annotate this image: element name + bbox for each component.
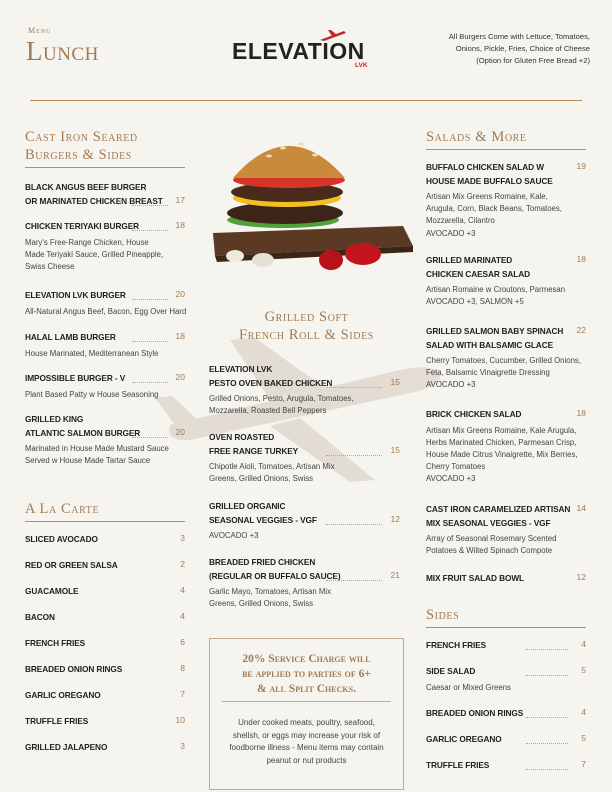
burger-illustration [203,128,415,278]
sides-section-title: Sides [426,607,460,623]
item-description: Potatoes & Wilted Spinach Compote [426,546,553,556]
item-name: MIX FRUIT SALAD BOWL [426,573,525,583]
burgers-item [25,372,190,401]
price-leader-dots [132,437,168,438]
price-leader-dots [326,524,382,525]
item-description: Cherry Tomatoes, Cucumber, Grilled Onions, [426,356,581,365]
alacarte-item [25,637,165,651]
logo-wordmark: ELEVATION [232,38,365,64]
french-item [209,363,384,417]
item-description: Array of Seasonal Rosemary Scented [426,534,557,543]
item-description: AVOCADO +3 [426,380,476,390]
item-description: AVOCADO +3 [426,474,476,484]
item-description: Cherry Tomatoes [426,462,486,472]
item-price: 5 [581,665,586,675]
sides-item [426,733,586,747]
item-name: SIDE SALAD [426,666,476,676]
logo-lvk: LVK [355,62,368,69]
sides-item [426,707,586,721]
item-description: Caesar or Mixed Greens [426,682,511,692]
item-price: 4 [581,707,586,717]
food-disclaimer: Under cooked meats, poultry, seafood, shellsh, or eggs may increase your risk of foodborne illness - Menu items may contain peanut or nut products [229,718,384,765]
item-name: (REGULAR OR BUFFALO SAUCE) [209,570,341,581]
burgers-section-title: Cast Iron Seared Burgers & Sides [25,129,138,163]
item-description: Greens, Grilled Onions, Swiss [209,599,313,609]
item-description: Feta, Balsamic Vinaigrette Dressing [426,368,550,378]
item-price: 6 [180,637,185,647]
item-description: Mary's Free-Range Chicken, House [25,237,149,247]
item-description: Greens, Grilled Onions, Swiss [209,474,313,484]
burgers-item [25,331,190,360]
item-price: 21 [390,569,400,580]
item-price: 20 [175,289,185,299]
item-name: OVEN ROASTED [209,432,275,442]
item-price: 18 [576,408,586,418]
service-notice-box [209,638,404,790]
alacarte-item [25,611,165,625]
item-name: GRILLED MARINATED [426,255,513,265]
item-name: MIX SEASONAL VEGGIES - VGF [426,517,551,528]
alacarte-item [25,585,165,599]
item-description: AVOCADO +3 [426,228,476,238]
item-name: SLICED AVOCADO [25,534,98,544]
item-name: BREADED FRIED CHICKEN [209,557,316,567]
alacarte-item [25,715,165,729]
item-price: 12 [390,513,400,524]
item-name: PESTO OVEN BAKED CHICKEN [209,377,333,388]
salads-title-rule [426,149,586,150]
notice-divider [222,701,391,702]
item-name: FRENCH FRIES [426,640,487,650]
item-name: BREADED ONION RINGS [426,708,524,718]
item-name: GARLIC OREGANO [25,690,101,700]
salads-item [426,325,586,392]
sides-title-rule [426,627,586,628]
item-price: 7 [581,759,586,769]
item-price: 3 [180,741,185,751]
salads-section-title: Salads & More [426,129,527,145]
price-leader-dots [132,382,168,383]
salads-item [426,572,586,586]
alacarte-item [25,559,165,573]
price-leader-dots [526,675,568,676]
item-description: AVOCADO +3, SALMON +5 [426,297,524,307]
item-description: House Marinated, Mediterranean Style [25,348,159,358]
item-name: GUACAMOLE [25,586,79,596]
alacarte-title-rule [25,521,185,522]
item-name: FRENCH FRIES [25,638,86,648]
item-price: 15 [390,444,400,455]
item-price: 5 [581,733,586,743]
item-price: 4 [180,585,185,595]
sides-item [426,759,586,773]
item-price: 4 [180,611,185,621]
item-name: TRUFFLE FRIES [426,760,490,770]
item-name: BACON [25,612,55,622]
item-name: OR MARINATED CHICKEN BREAST [25,195,163,206]
item-price: 2 [180,559,185,569]
item-description: Made Teriyaki Sauce, Grilled Pineapple, [25,249,164,259]
item-name: CAST IRON CARAMELIZED ARTISAN [426,504,571,514]
french-section-title: Grilled Soft French Roll & Sides [239,309,374,343]
item-name: ELEVATION LVK [209,364,273,374]
item-name: SEASONAL VEGGIES - VGF [209,514,317,525]
salads-item [426,254,586,308]
salads-item [426,161,586,240]
sides-item [426,639,586,653]
item-description: Swiss Cheese [25,261,75,271]
item-price: 18 [175,220,185,230]
sides-item [426,665,586,694]
price-leader-dots [326,455,382,456]
item-name: TRUFFLE FRIES [25,716,89,726]
item-name: BREADED ONION RINGS [25,664,123,674]
item-description: Mozzarella, Cilantro [426,216,495,226]
item-price: 20 [175,372,185,382]
logo-plane-icon [318,28,348,42]
item-description: Artisan Romaine w Croutons, Parmesan [426,285,566,294]
burgers-item [25,289,190,318]
price-leader-dots [526,717,568,718]
item-price: 22 [576,325,586,335]
item-price: 19 [576,161,586,171]
burgers-title-rule [25,167,185,168]
menu-label: Menu [28,26,52,35]
item-name: SALAD WITH BALSAMIC GLACE [426,339,554,350]
item-description: Served w House Made Tartar Sauce [25,456,151,466]
item-description: Artisan Mix Greens Romaine, Kale, [426,192,548,201]
item-price: 14 [576,503,586,513]
item-description: House Made Citrus Vinaigrette, Mix Berries, [426,449,578,459]
french-item [209,431,384,485]
price-leader-dots [526,769,568,770]
item-name: FREE RANGE TURKEY [209,445,299,456]
item-name: CHICKEN TERIYAKI BURGER [25,221,140,231]
price-leader-dots [132,341,168,342]
item-name: BLACK ANGUS BEEF BURGER [25,182,147,192]
item-name: BUFFALO CHICKEN SALAD W [426,162,544,172]
item-price: 10 [175,715,185,725]
item-price: 17 [175,194,185,205]
header-divider [30,100,582,101]
item-description: AVOCADO +3 [209,531,259,540]
item-price: 7 [180,689,185,699]
price-leader-dots [132,205,168,206]
item-name: CHICKEN CAESAR SALAD [426,268,531,279]
item-name: BRICK CHICKEN SALAD [426,409,522,419]
item-name: HOUSE MADE BUFFALO SAUCE [426,175,553,186]
service-charge-notice: 20% Service Charge will be applied to parties of 6+ & all Split Checks. [242,653,371,695]
salads-item [426,408,586,486]
item-name: ELEVATION LVK BURGER [25,290,126,300]
item-description: Arugula, Corn, Black Beans, Tomatoes, [426,204,562,214]
french-item [209,500,384,542]
item-description: Artisan Mix Greens Romaine, Kale Arugula, [426,425,577,435]
item-name: RED OR GREEN SALSA [25,560,118,570]
alacarte-item [25,663,165,677]
item-name: GRILLED KING [25,414,84,424]
item-name: GRILLED JALAPENO [25,742,108,752]
item-description: Herbs Marinated Chicken, Parmesan Crisp, [426,437,577,447]
item-price: 4 [581,639,586,649]
item-price: 18 [576,254,586,264]
price-leader-dots [326,580,382,581]
item-name: GRILLED SALMON BABY SPINACH [426,326,564,336]
alacarte-item [25,741,165,755]
item-description: Chipotle Aioli, Tomatoes, Artisan Mix [209,462,335,471]
french-item [209,556,384,610]
item-description: Plant Based Patty w House Seasoning [25,389,159,399]
burger-note: All Burgers Come with Lettuce, Tomatoes, Onions, Pickle, Fries, Choice of Cheese (Option for Gluten Free Bread +2) [448,32,590,65]
item-price: 3 [180,533,185,543]
item-price: 20 [175,426,185,437]
item-price: 15 [390,376,400,387]
price-leader-dots [326,387,382,388]
alacarte-item [25,533,165,547]
item-description: Marinated in House Made Mustard Sauce [25,444,169,453]
item-price: 8 [180,663,185,673]
item-price: 18 [175,331,185,341]
price-leader-dots [132,230,168,231]
alacarte-item [25,689,165,703]
item-price: 12 [576,572,586,582]
alacarte-section-title: A La Carte [25,501,100,517]
item-name: GRILLED ORGANIC [209,501,286,511]
lunch-title: Lunch [26,36,99,66]
salads-item [426,503,586,557]
item-description: All-Natural Angus Beef, Bacon, Egg Over Hard [25,306,187,316]
burgers-item [25,220,190,273]
price-leader-dots [526,649,568,650]
item-name: HALAL LAMB BURGER [25,332,116,342]
item-name: ATLANTIC SALMON BURGER [25,427,141,438]
item-description: Garlic Mayo, Tomatoes, Artisan Mix [209,587,332,596]
item-description: Mozzarella, Roasted Bell Peppers [209,406,327,416]
item-name: GARLIC OREGANO [426,734,502,744]
price-leader-dots [526,743,568,744]
price-leader-dots [132,299,168,300]
item-description: Grilled Onions, Pesto, Arugula, Tomatoes, [209,394,354,403]
burgers-item [25,413,190,467]
item-name: IMPOSSIBLE BURGER - V [25,373,126,383]
